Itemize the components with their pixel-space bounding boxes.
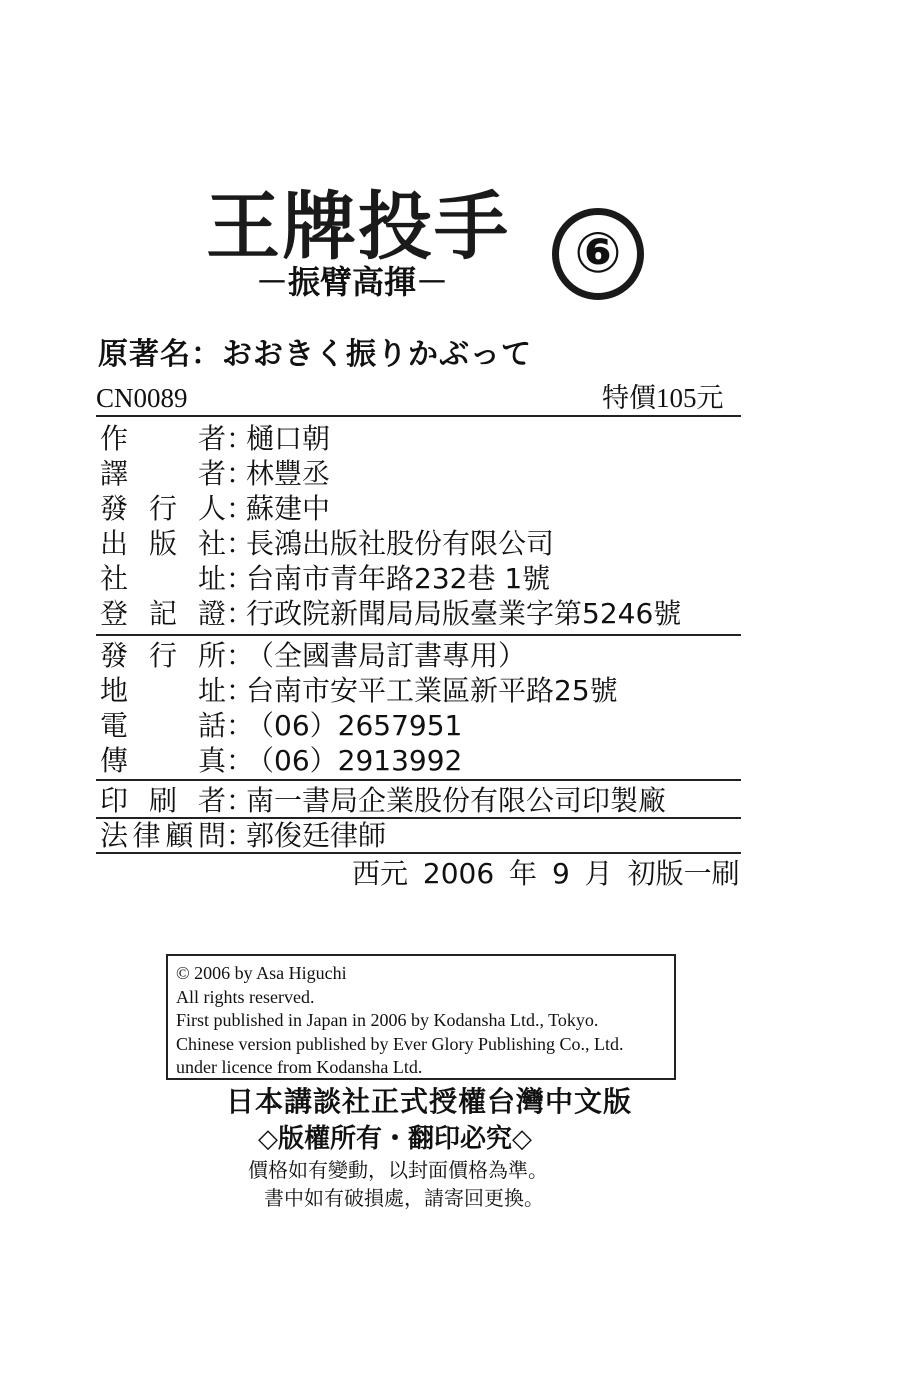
credit-value: （06）2913992 (246, 744, 463, 777)
divider (96, 852, 741, 854)
price-change-note: 價格如有變動，以封面價格為準。 (248, 1158, 548, 1182)
credit-label: 電話 (100, 709, 226, 742)
credit-row-registration (100, 597, 682, 630)
credit-value: 郭俊廷律師 (246, 819, 387, 852)
replacement-note: 書中如有破損處，請寄回更換。 (264, 1186, 544, 1210)
credit-colon: ： (226, 457, 255, 490)
credit-label: 發行所 (100, 639, 226, 672)
credit-label: 社址 (100, 562, 226, 595)
credit-value: 樋口朝 (246, 422, 331, 455)
credit-label: 出版社 (100, 527, 226, 560)
credit-row-fax (100, 744, 463, 777)
divider (96, 415, 741, 417)
credit-row-distributor-address (100, 674, 618, 707)
credit-value: （06）2657951 (246, 709, 463, 742)
credit-colon: ： (226, 674, 255, 707)
copyright-line: © 2006 by Asa Higuchi (176, 963, 347, 983)
authorization-notice: 日本講談社正式授權台灣中文版 (226, 1085, 633, 1118)
book-title: 王牌投手 (206, 184, 510, 270)
copyright-line: Chinese version published by Ever Glory Publishing Co., Ltd. (176, 1033, 624, 1054)
divider (96, 779, 741, 781)
credit-colon: ： (226, 744, 255, 777)
price-label: 特價105元 (602, 383, 724, 413)
credit-value: 林豐丞 (246, 457, 331, 490)
credit-row-publisher-person (100, 492, 331, 525)
credit-colon: ： (226, 597, 255, 630)
copyright-box (166, 954, 676, 1080)
credit-label: 傳真 (100, 744, 226, 777)
credit-value: 台南市青年路232巷 1號 (246, 562, 551, 595)
credit-label: 發行人 (100, 492, 226, 525)
credit-row-translator (100, 457, 331, 490)
credit-colon: ： (226, 562, 255, 595)
credit-value: 蘇建中 (246, 492, 331, 525)
credit-colon: ： (226, 819, 255, 852)
credit-value: 台南市安平工業區新平路25號 (246, 674, 618, 707)
credit-value: 行政院新聞局局版臺業字第5246號 (246, 597, 682, 630)
credit-colon: ： (226, 784, 255, 817)
volume-number: ⑥ (552, 208, 644, 300)
credit-label: 地址 (100, 674, 226, 707)
copyright-line: First published in Japan in 2006 by Kodansha Ltd., Tokyo. (176, 1010, 599, 1030)
credit-row-distributor (100, 639, 527, 672)
credit-label: 作者 (100, 422, 226, 455)
book-subtitle: －振臂高揮－ (256, 263, 449, 301)
credit-row-legal (100, 819, 387, 852)
credit-colon: ： (226, 639, 255, 672)
credit-value: （全國書局訂書專用） (246, 639, 527, 672)
credit-colon: ： (226, 492, 255, 525)
credit-value: 南一書局企業股份有限公司印製廠 (246, 784, 667, 817)
credit-label: 法律顧問 (100, 819, 226, 852)
credit-row-printer (100, 784, 667, 817)
credit-row-author (100, 422, 331, 455)
credit-row-publisher (100, 527, 555, 560)
catalog-code: CN0089 (96, 383, 188, 413)
credit-colon: ： (226, 527, 255, 560)
credit-row-phone (100, 709, 463, 742)
credit-value: 長鴻出版社股份有限公司 (246, 527, 555, 560)
edition-date: 西元 2006 年 9 月 初版一刷 (352, 857, 740, 890)
rights-notice: ◇版權所有・翻印必究◇ (258, 1124, 532, 1154)
credit-label: 譯者 (100, 457, 226, 490)
credit-label: 印刷者 (100, 784, 226, 817)
credit-colon: ： (226, 422, 255, 455)
credit-label: 登記證 (100, 597, 226, 630)
original-title: 原著名：おおきく振りかぶって (98, 337, 532, 372)
credit-row-address (100, 562, 551, 595)
copyright-line: under licence from Kodansha Ltd. (176, 1057, 423, 1077)
divider (96, 634, 741, 636)
credit-colon: ： (226, 709, 255, 742)
copyright-line: All rights reserved. (176, 986, 315, 1007)
